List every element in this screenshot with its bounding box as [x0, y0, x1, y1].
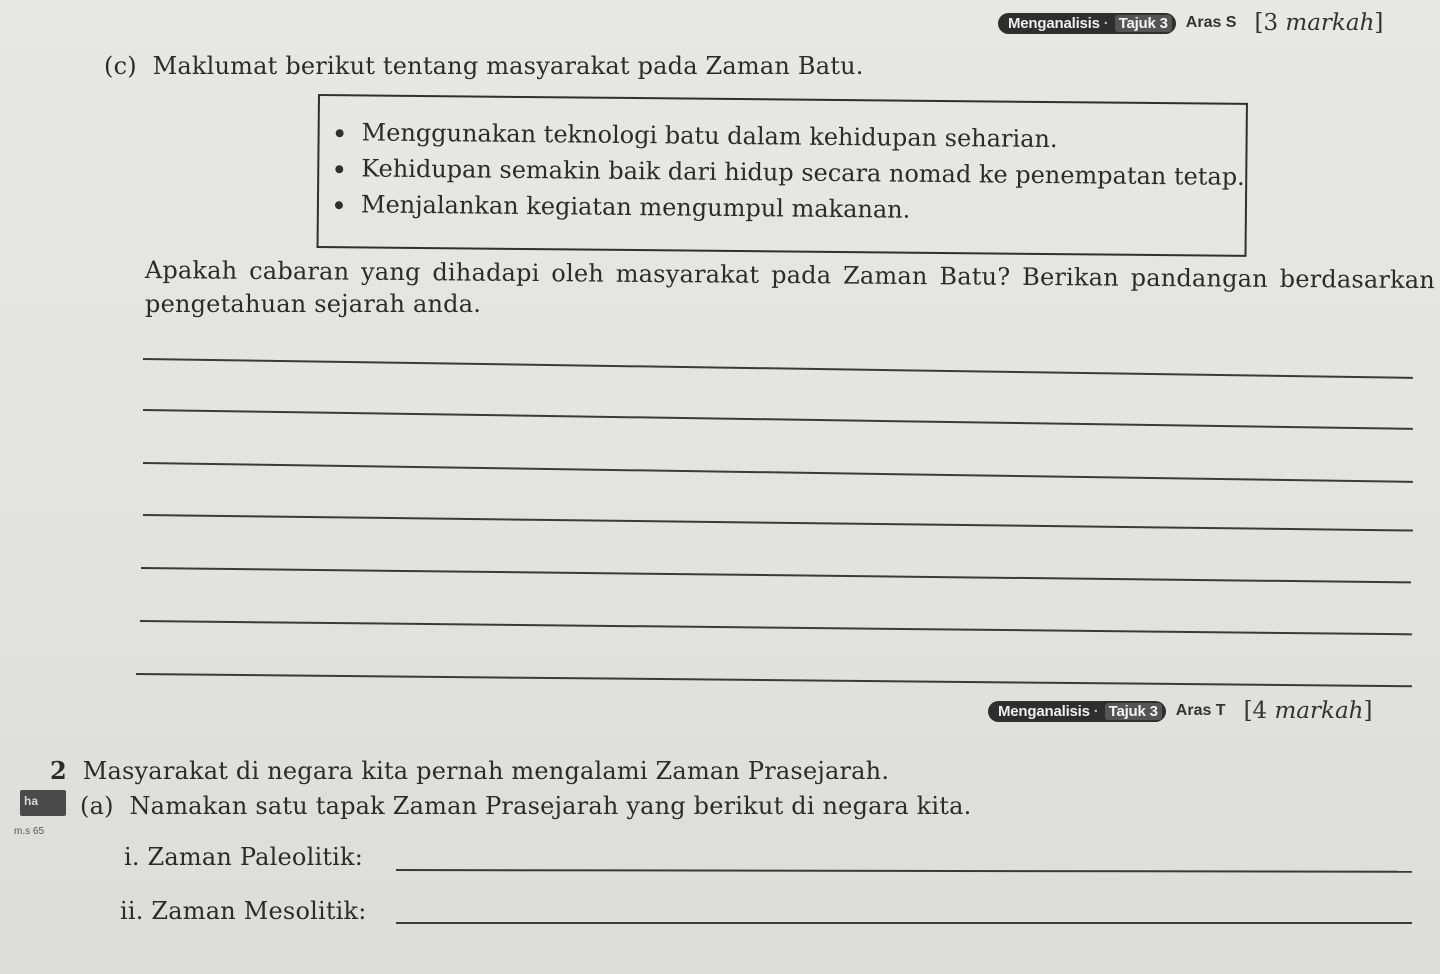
page-reference-badge: [20, 790, 66, 816]
aras-label: Aras S: [1185, 14, 1237, 31]
aras-label: Aras T: [1175, 702, 1226, 719]
kemahiran-label: Menganalisis: [1008, 14, 1100, 32]
badge-text: ha: [24, 794, 39, 808]
part-a-text: Namakan satu tapak Zaman Prasejarah yang berikut di negara kita.: [129, 792, 972, 820]
tajuk-label: Tajuk 3: [1105, 703, 1162, 720]
markah-number: [3: [1254, 10, 1279, 36]
answer-line[interactable]: [141, 567, 1411, 583]
markah-word: markah: [1274, 698, 1364, 724]
question-c-intro-text: Maklumat berikut tentang masyarakat pada Zaman Batu.: [152, 52, 864, 80]
info-bullet-list: [319, 96, 1246, 231]
markah-close: ]: [1363, 698, 1373, 724]
part-a-label: (a): [80, 792, 114, 820]
top-assessment-tag: [998, 10, 1383, 36]
kemahiran-label: Menganalisis: [998, 702, 1090, 720]
answer-line[interactable]: [143, 358, 1413, 379]
answer-line[interactable]: [143, 462, 1413, 483]
info-bullet: Menggunakan teknologi batu dalam kehidupan seharian.: [335, 114, 1245, 159]
question-number: 2: [50, 756, 67, 785]
markah-word: markah: [1285, 10, 1375, 36]
answer-line-mesolitik[interactable]: [396, 922, 1412, 924]
question-c-prompt-line1: Apakah cabaran yang dihadapi oleh masyarakat pada Zaman Batu? Berikan pandangan berdasarkan: [144, 256, 1436, 295]
markah-close: ]: [1374, 10, 1384, 36]
info-bullet: Menjalankan kegiatan mengumpul makanan.: [335, 186, 1245, 231]
item-paleolitik-label: i. Zaman Paleolitik:: [124, 843, 364, 871]
question-c-prompt-line2: pengetahuan sejarah anda.: [145, 290, 482, 318]
kemahiran-pill: [988, 701, 1166, 722]
question-2-stem: [50, 756, 889, 785]
markah-label: [1244, 698, 1373, 724]
markah-label: [1254, 10, 1383, 36]
bottom-assessment-tag: [988, 698, 1372, 724]
answer-line[interactable]: [143, 514, 1413, 532]
question-c-intro: [104, 52, 864, 80]
question-2a: [80, 792, 971, 820]
separator-dot: ·: [1103, 14, 1109, 32]
page-reference-note: m.s 65: [14, 826, 45, 837]
markah-number: [4: [1243, 698, 1268, 724]
answer-line-paleolitik[interactable]: [396, 869, 1412, 873]
separator-dot: ·: [1093, 702, 1099, 720]
item-mesolitik-label: ii. Zaman Mesolitik:: [120, 897, 367, 925]
answer-line[interactable]: [140, 620, 1412, 635]
question-c-label: (c): [104, 52, 137, 80]
answer-line[interactable]: [136, 673, 1412, 687]
info-bullet: Kehidupan semakin baik dari hidup secara nomad ke penempatan tetap.: [335, 150, 1245, 195]
kemahiran-pill: [998, 13, 1176, 34]
info-box: [317, 94, 1248, 257]
answer-line[interactable]: [143, 409, 1413, 430]
question-2-text: Masyarakat di negara kita pernah mengalami Zaman Prasejarah.: [82, 757, 890, 785]
tajuk-label: Tajuk 3: [1115, 15, 1172, 32]
